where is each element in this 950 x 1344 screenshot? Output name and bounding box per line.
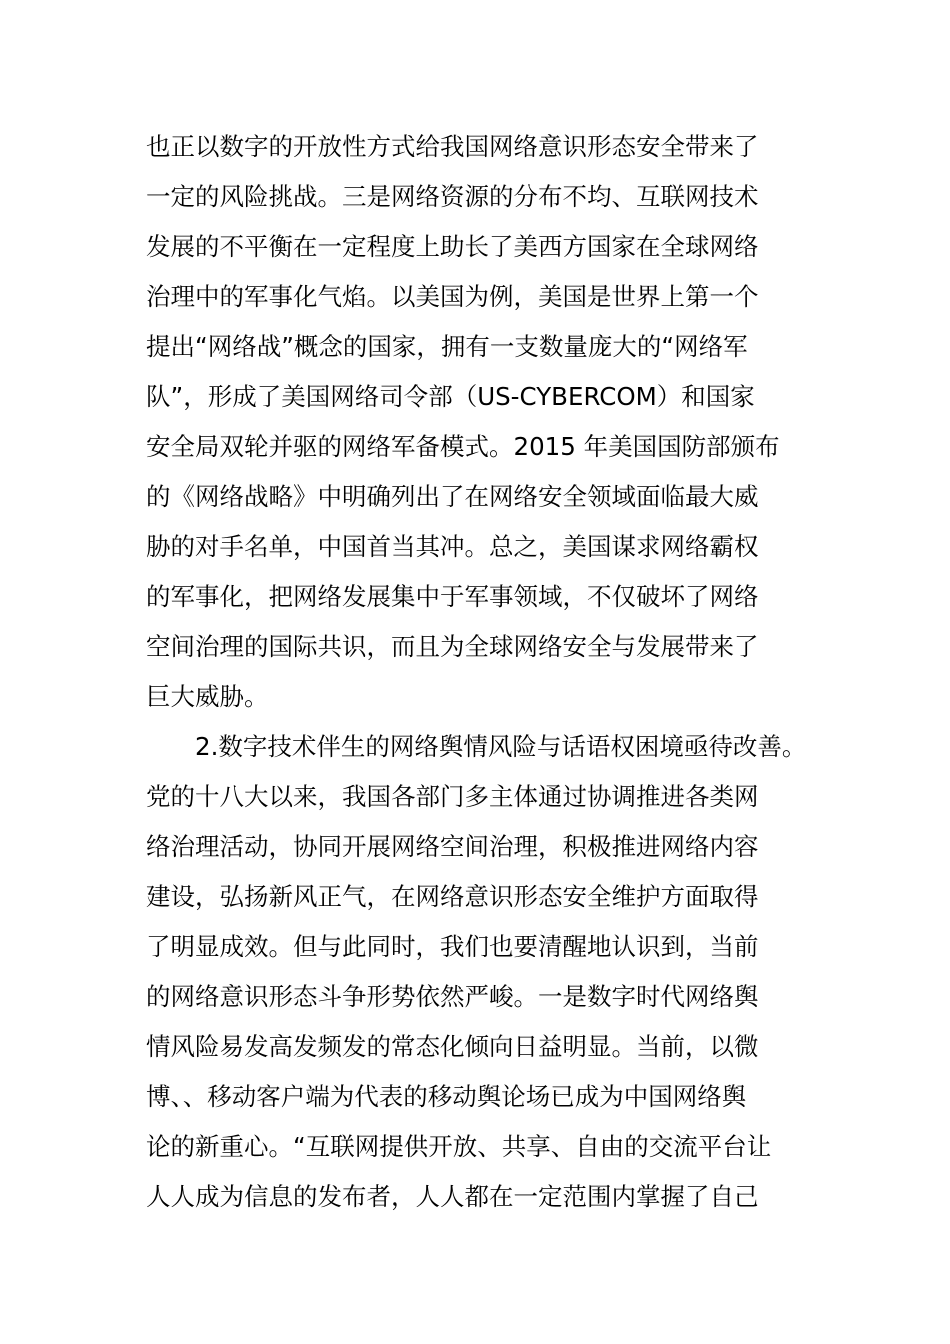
text-line: 胁的对手名单，中国首当其冲。总之，美国谋求网络霸权 bbox=[146, 532, 759, 561]
text-line: 的网络意识形态斗争形势依然严峻。一是数字时代网络舆 bbox=[146, 982, 759, 1011]
text-line: 情风险易发高发频发的常态化倾向日益明显。当前，以微 bbox=[146, 1032, 759, 1061]
text-line: 队”，形成了美国网络司令部（US-CYBERCOM）和国家 bbox=[146, 382, 755, 411]
text-line: 提出“网络战”概念的国家，拥有一支数量庞大的“网络军 bbox=[146, 332, 748, 361]
body-text bbox=[146, 122, 826, 1222]
text-line: 的《网络战略》中明确列出了在网络安全领域面临最大威 bbox=[146, 482, 759, 511]
text-line: 治理中的军事化气焰。以美国为例，美国是世界上第一个 bbox=[146, 282, 759, 311]
text-line: 的军事化，把网络发展集中于军事领域，不仅破坏了网络 bbox=[146, 582, 759, 611]
text-line: 博、、移动客户端为代表的移动舆论场已成为中国网络舆 bbox=[146, 1082, 747, 1111]
text-line: 络治理活动，协同开展网络空间治理，积极推进网络内容 bbox=[146, 832, 759, 861]
text-line: 发展的不平衡在一定程度上助长了美西方国家在全球网络 bbox=[146, 232, 759, 261]
text-line: 论的新重心。“互联网提供开放、共享、自由的交流平台让 bbox=[146, 1132, 772, 1161]
text-line: 空间治理的国际共识，而且为全球网络安全与发展带来了 bbox=[146, 632, 759, 661]
text-line: 巨大威胁。 bbox=[146, 682, 269, 711]
text-line: 了明显成效。但与此同时，我们也要清醒地认识到，当前 bbox=[146, 932, 759, 961]
text-line: 安全局双轮并驱的网络军备模式。2015 年美国国防部颁布 bbox=[146, 432, 780, 461]
text-line: 建设，弘扬新风正气，在网络意识形态安全维护方面取得 bbox=[146, 882, 759, 911]
section-heading-line: 2.数字技术伴生的网络舆情风险与话语权困境亟待改善。 bbox=[146, 732, 807, 761]
text-line: 党的十八大以来，我国各部门多主体通过协调推进各类网 bbox=[146, 782, 759, 811]
text-line: 也正以数字的开放性方式给我国网络意识形态安全带来了 bbox=[146, 132, 759, 161]
text-line: 一定的风险挑战。三是网络资源的分布不均、互联网技术 bbox=[146, 182, 759, 211]
text-line: 人人成为信息的发布者，人人都在一定范围内掌握了自己 bbox=[146, 1182, 759, 1211]
